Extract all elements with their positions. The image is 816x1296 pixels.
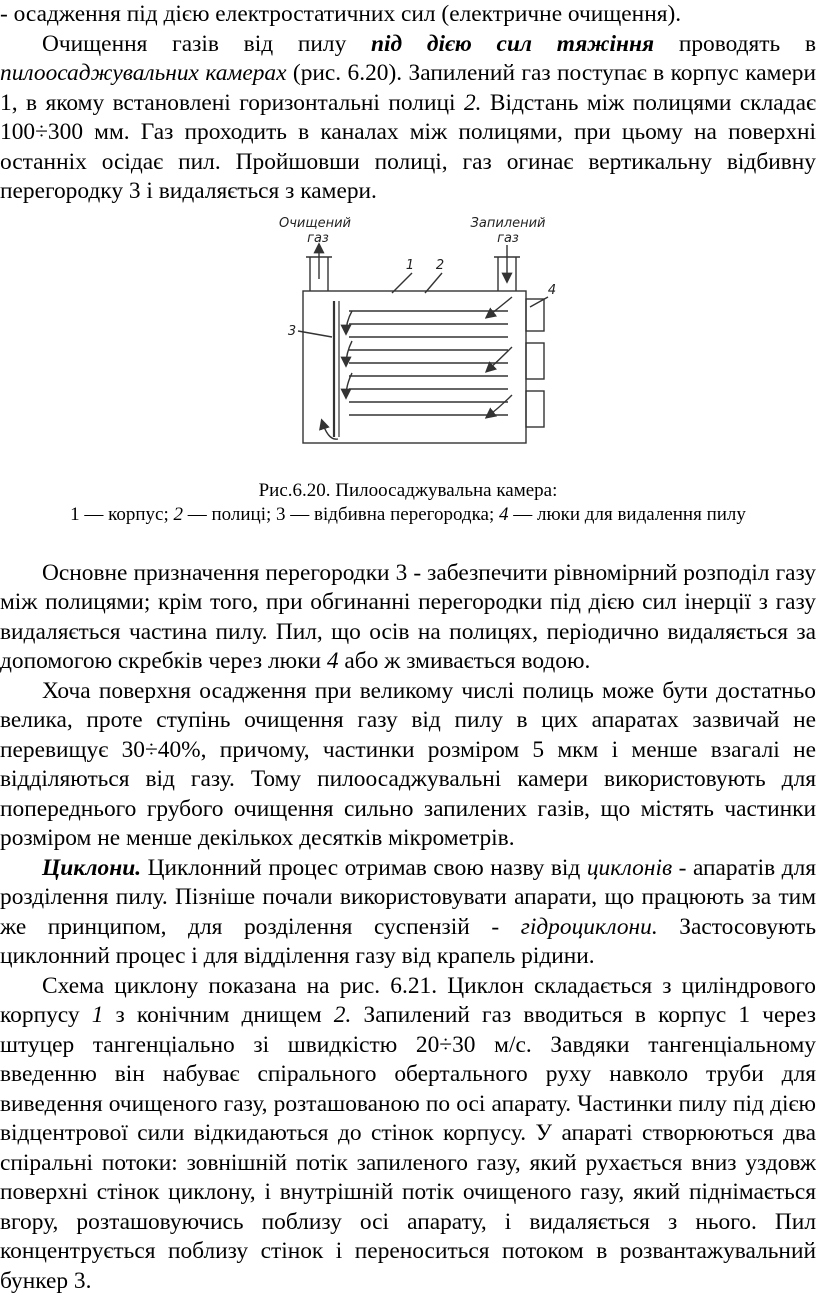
emphasis-term: пилоосаджувальних камерах [0,60,286,86]
callout-2: 2 [436,258,444,273]
text-run: проводять в [654,31,816,57]
label-clean-gas-line2: газ [307,231,329,246]
callout-1: 1 [406,258,414,273]
text-run: Очищення газів від пилу [42,31,371,57]
label-clean-gas-line1: Очищений [279,216,351,231]
paragraph-cyclones: Циклони. Циклонний процес отримав свою назву від циклонів - апаратів для розділення пилу. Пізніше почали використовувати апарати, що працюють за тим же принципом, для розділення суспензій - гідроциклони. Застосовують циклонний процес і для відділення газу від крапель рідини. [0,854,816,972]
paragraph-list-item: - осадження під дією електростатичних сил (електричне очищення). [0,0,816,30]
text-run: Відстань між полицями складає 100÷300 мм. Газ проходить в каналах між полицями, при цьому на поверхні останніх осідає пил. Пройшовши полиці, газ огинає вертикальну відбивну перегородку 3 і видаляється з камери. [0,90,816,205]
chamber-body [303,291,526,443]
label-dusty-gas-line1: Запилений [471,216,546,231]
hatch-3 [526,391,544,427]
heading-cyclones: Циклони. [42,855,141,881]
emphasis-number: 2. [464,90,482,116]
figure-caption-legend: 1 — корпус; 2 — полиці; 3 — відбивна перегородка; 4 — люки для видалення пилу [0,503,816,527]
emphasis-gravity: під дією сил тяжіння [371,31,654,57]
paragraph-settling-chambers [0,30,816,207]
text-run: (рис. 6.20). Запилений газ поступає в корпус камери 1, в якому встановлені горизонтальні полиці [0,60,816,116]
figure-caption-title: Рис.6.20. Пилоосаджувальна камера: [0,479,816,503]
hatch-2 [526,343,544,379]
paragraph-cyclone-scheme: Схема циклону показана на рис. 6.21. Циклон складається з циліндрового корпусу 1 з конічним днищем 2. Запилений газ вводиться в корпус 1 через штуцер тангенціально зі швидкістю 20÷30 м/с. Завдяки тангенціальному введенню він набуває спірального обертального руху навколо труби для виведення очищеного газу, розташованою по осі апарату. Частинки пилу під дією відцентрової сили відкидаються до стінок корпусу. У апараті створюються два спіральні потоки: зовнішній потік запиленого газу, який рухається вниз уздовж поверхні стінок циклону, і внутрішній потік очищеного газу, який піднімається вгору, розташовуючись поблизу осі апарату, і видаляється з нього. Пил концентрується поблизу стінок і переноситься потоком в розвантажувальний бункер 3. [0,972,816,1296]
settling-chamber-diagram [0,207,816,479]
shelves [349,311,508,415]
label-dusty-gas-line2: газ [497,231,519,246]
callout-3: 3 [288,324,296,339]
paragraph-efficiency: Хоча поверхня осадження при великому числі полиць може бути достатньо велика, проте ступінь очищення газу від пилу в цих апаратах зазвичай не перевищує 30÷40%, причому, частинки розміром 5 мкм і менше взагалі не відділяються від газу. Тому пилоосаджувальні камери використовують для попереднього грубого очищення сильно запилених газів, що містять частинки розміром не менше декількох десятків мікрометрів. [0,677,816,854]
paragraph-baffle-purpose: Основне призначення перегородки 3 - забезпечити рівномірний розподіл газу між полицями; крім того, при обгинанні перегородки під дією сил інерції з газу видаляється частина пилу. Пил, що осів на полицях, періодично видаляється за допомогою скребків через люки 4 або ж змивається водою. [0,559,816,677]
figure-settling-chamber [0,207,816,479]
callout-4: 4 [548,283,556,298]
